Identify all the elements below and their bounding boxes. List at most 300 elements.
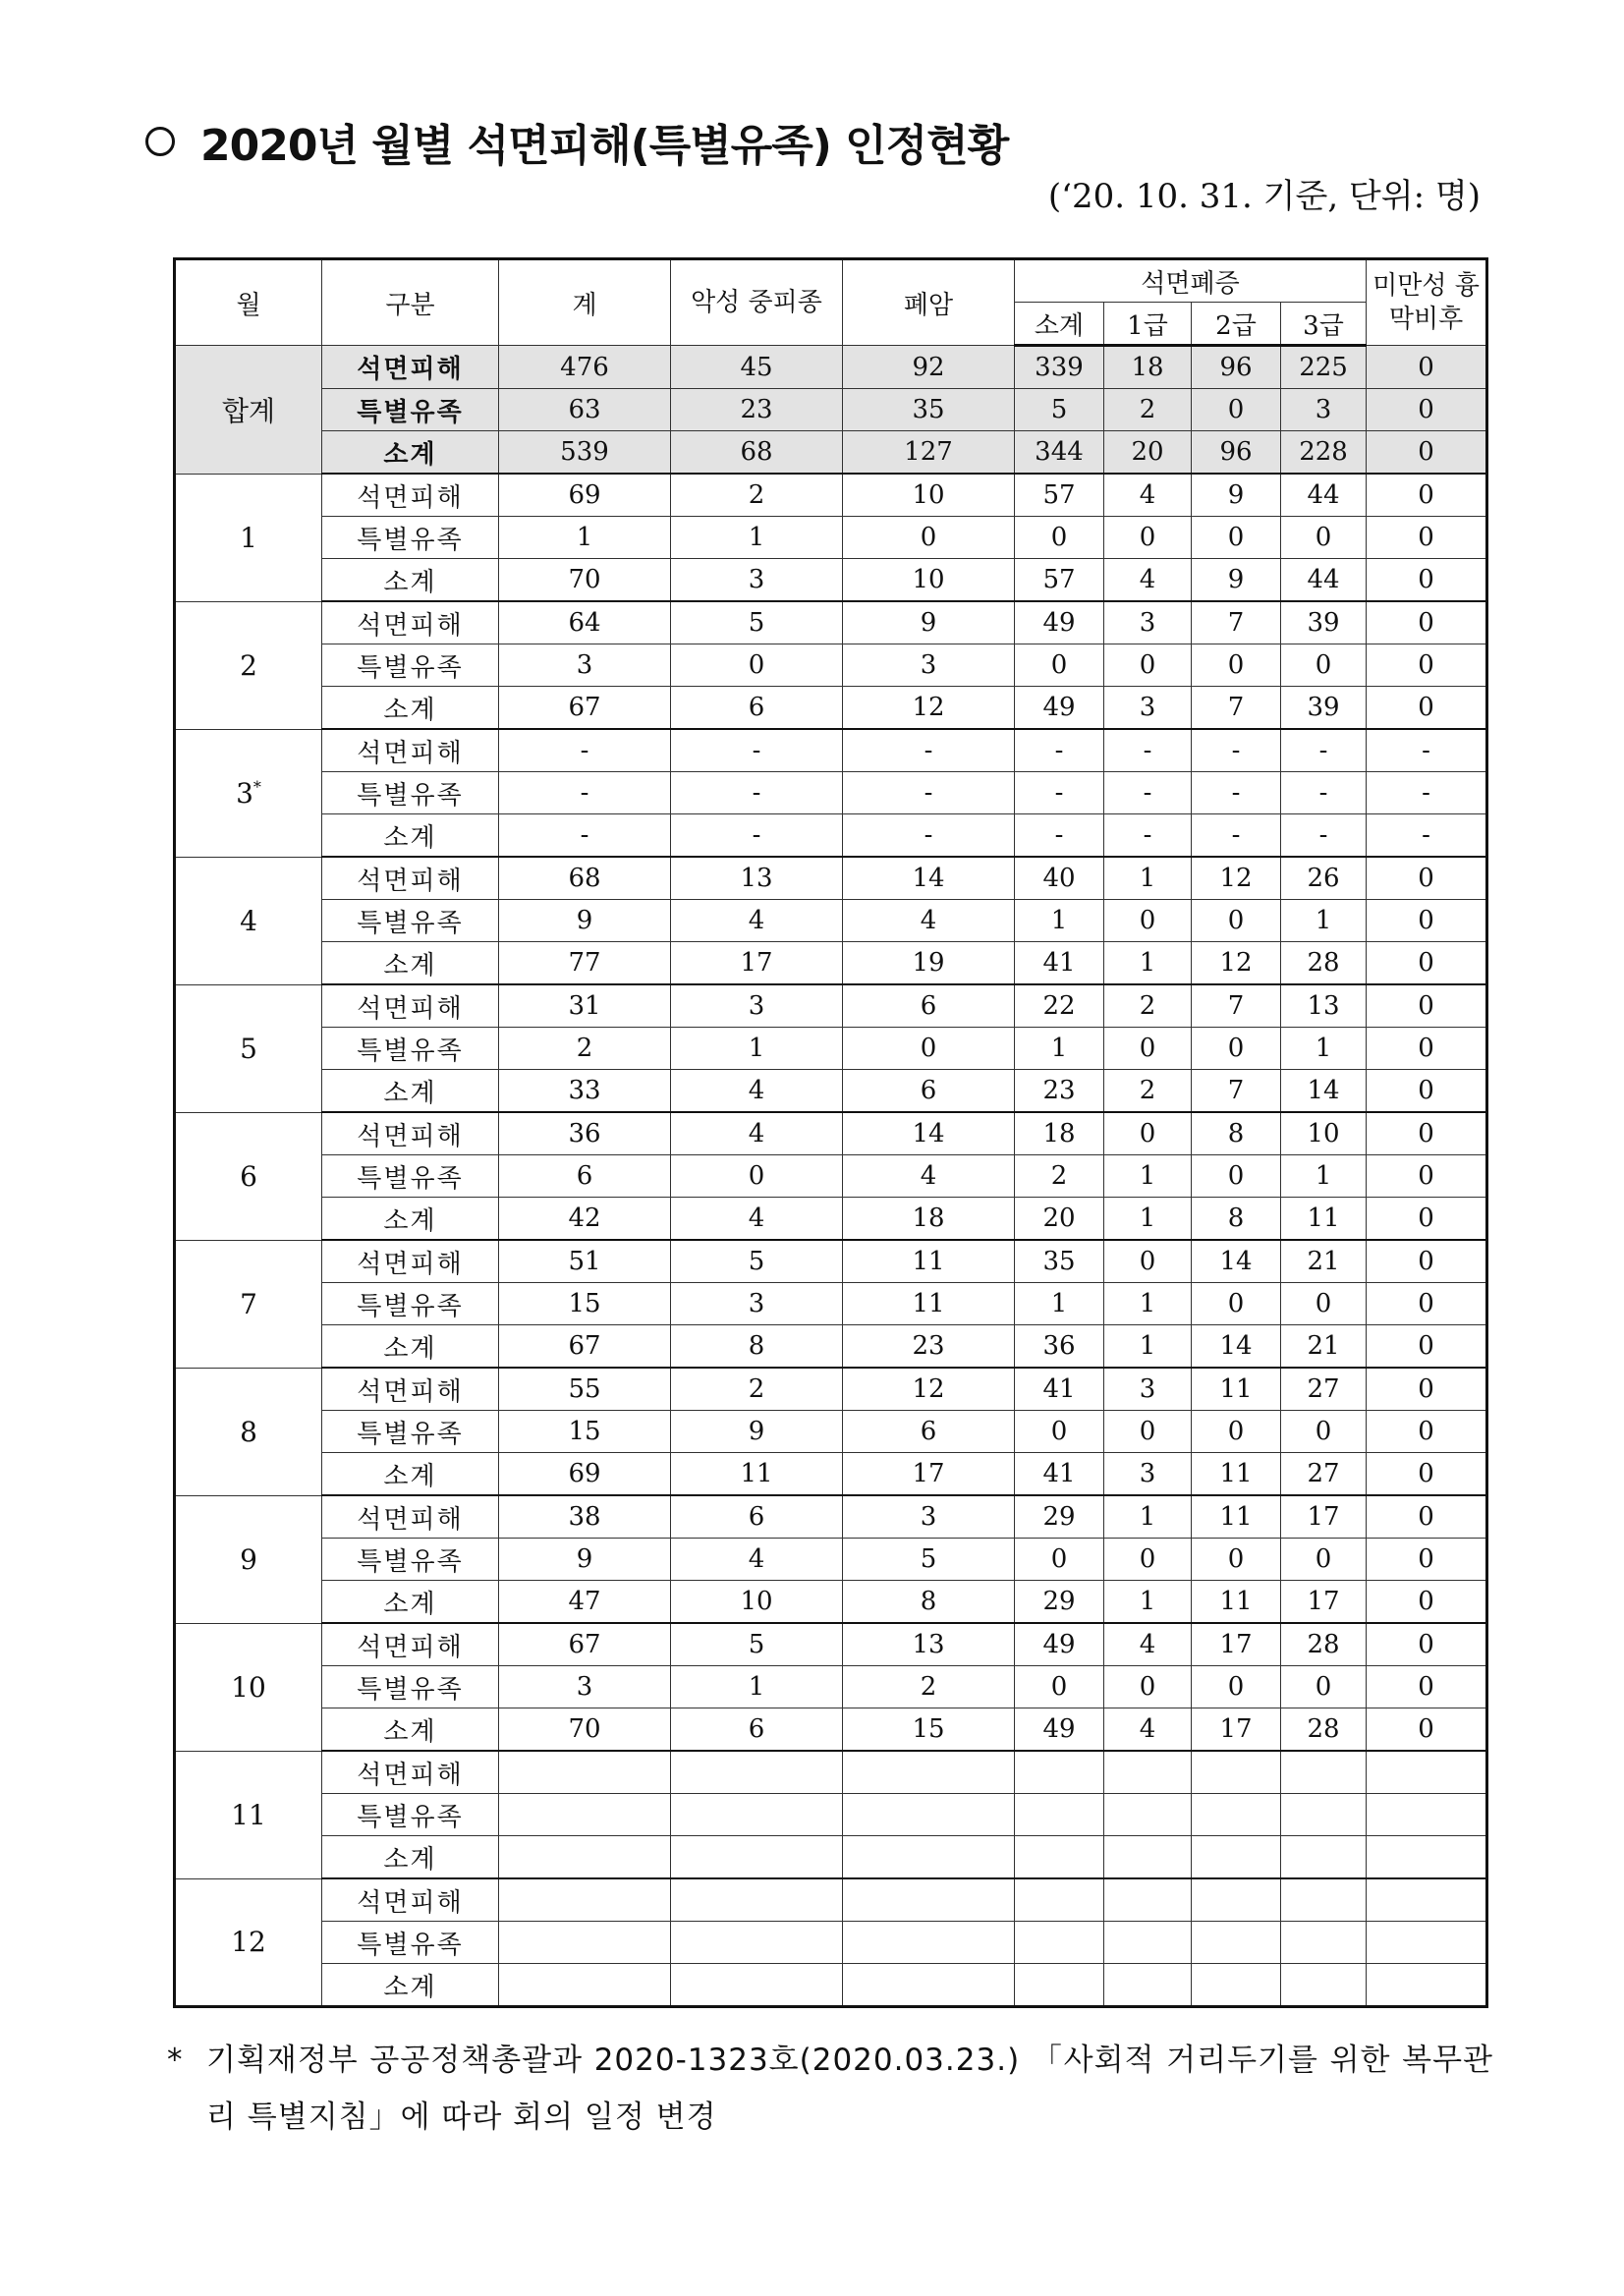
page-title [145,110,1008,173]
value-cell: 10 [843,559,1015,602]
table-row [175,474,1487,517]
value-cell [843,1878,1015,1922]
value-cell: - [1015,814,1104,858]
value-cell: 4 [1104,474,1192,517]
value-cell: 11 [1192,1368,1281,1411]
month-label: 2 [240,648,257,682]
value-cell: 6 [843,1411,1015,1453]
value-cell [1015,1751,1104,1794]
table-row [175,1794,1487,1836]
value-cell: - [1192,814,1281,858]
value-cell: - [1367,814,1487,858]
table-row [175,1028,1487,1070]
table-row [175,644,1487,687]
value-cell: 4 [671,1539,843,1581]
value-cell [1281,1794,1367,1836]
value-cell: 1 [1281,900,1367,942]
value-cell: 3 [1104,687,1192,730]
value-cell [499,1964,671,2007]
value-cell: - [1367,772,1487,814]
value-cell [1104,1794,1192,1836]
value-cell: 6 [499,1155,671,1198]
value-cell: 1 [1015,1283,1104,1325]
header-grade1: 1급 [1104,303,1192,346]
value-cell [1015,1878,1104,1922]
value-cell: 3 [1281,389,1367,431]
value-cell: 4 [843,900,1015,942]
value-cell: 7 [1192,687,1281,730]
value-cell: 0 [1367,900,1487,942]
value-cell: 40 [1015,857,1104,900]
value-cell: 19 [843,942,1015,985]
value-cell: 228 [1281,431,1367,475]
value-cell: 13 [1281,984,1367,1028]
value-cell: - [1104,814,1192,858]
value-cell: 11 [1281,1198,1367,1241]
value-cell: 2 [1104,1070,1192,1113]
value-cell: 127 [843,431,1015,475]
category-cell: 석면피해 [322,1112,499,1155]
category-cell: 석면피해 [322,474,499,517]
value-cell: 17 [1192,1623,1281,1666]
category-cell: 석면피해 [322,1240,499,1283]
value-cell: 1 [671,1666,843,1708]
table-row [175,857,1487,900]
category-cell: 소계 [322,687,499,730]
value-cell: 31 [499,984,671,1028]
table-row [175,1495,1487,1539]
value-cell: 0 [843,517,1015,559]
value-cell [671,1751,843,1794]
value-cell: 0 [1367,687,1487,730]
category-cell: 특별유족 [322,1155,499,1198]
value-cell: 1 [1104,1283,1192,1325]
header-asbestosis-subtotal: 소계 [1015,303,1104,346]
value-cell [1104,1836,1192,1879]
value-cell: 18 [1104,346,1192,389]
value-cell: 2 [499,1028,671,1070]
value-cell [843,1751,1015,1794]
value-cell: 3 [843,1495,1015,1539]
table-row [175,772,1487,814]
header-mesothelioma: 악성 중피종 [671,259,843,346]
value-cell: 2 [671,1368,843,1411]
value-cell [1015,1964,1104,2007]
header-category: 구분 [322,259,499,346]
value-cell: 35 [843,389,1015,431]
value-cell: 4 [671,1112,843,1155]
value-cell: 10 [1281,1112,1367,1155]
table-row [175,1112,1487,1155]
value-cell: 2 [1015,1155,1104,1198]
value-cell: 9 [1192,559,1281,602]
value-cell: 14 [843,1112,1015,1155]
value-cell: - [1192,772,1281,814]
value-cell: 92 [843,346,1015,389]
category-cell: 소계 [322,1581,499,1624]
value-cell: 28 [1281,1708,1367,1752]
value-cell: 344 [1015,431,1104,475]
value-cell [499,1751,671,1794]
value-cell: 9 [843,601,1015,644]
value-cell: - [1015,772,1104,814]
value-cell: 29 [1015,1495,1104,1539]
table-row [175,389,1487,431]
value-cell: 1 [1281,1155,1367,1198]
month-label: 11 [231,1798,266,1831]
value-cell: 4 [843,1155,1015,1198]
value-cell: 55 [499,1368,671,1411]
value-cell: 4 [1104,1623,1192,1666]
value-cell: 0 [1192,644,1281,687]
table-row [175,729,1487,772]
footnote-star: * [167,2043,183,2078]
month-label: 8 [240,1415,257,1448]
value-cell: 12 [1192,857,1281,900]
value-cell [843,1964,1015,2007]
value-cell: 2 [1104,389,1192,431]
value-cell: 47 [499,1581,671,1624]
value-cell: - [1367,729,1487,772]
value-cell: 0 [1281,517,1367,559]
value-cell: 1 [1015,900,1104,942]
header-lung-cancer: 폐암 [843,259,1015,346]
value-cell: 35 [1015,1240,1104,1283]
value-cell: 0 [1367,1495,1487,1539]
value-cell: 67 [499,1325,671,1369]
value-cell: 41 [1015,942,1104,985]
value-cell: 0 [671,1155,843,1198]
table-row [175,346,1487,389]
table-row [175,984,1487,1028]
value-cell: 0 [1367,1198,1487,1241]
value-cell: 3 [1104,1453,1192,1496]
value-cell: 1 [1104,942,1192,985]
table-row [175,431,1487,475]
value-cell: 0 [1281,1283,1367,1325]
value-cell: 0 [1367,1325,1487,1369]
value-cell: 38 [499,1495,671,1539]
table-row [175,601,1487,644]
value-cell: 0 [1281,1666,1367,1708]
value-cell [1281,1964,1367,2007]
value-cell [671,1922,843,1964]
category-cell: 특별유족 [322,389,499,431]
value-cell [1281,1878,1367,1922]
value-cell: - [843,729,1015,772]
value-cell: 0 [1367,389,1487,431]
value-cell [1281,1922,1367,1964]
category-cell: 석면피해 [322,601,499,644]
value-cell: 9 [499,900,671,942]
value-cell: 11 [671,1453,843,1496]
value-cell [499,1836,671,1879]
value-cell [1281,1836,1367,1879]
table-row [175,1878,1487,1922]
value-cell: 0 [1192,1539,1281,1581]
value-cell: 0 [1367,1708,1487,1752]
value-cell: 1 [671,1028,843,1070]
category-cell: 소계 [322,559,499,602]
value-cell: 0 [1281,1411,1367,1453]
table-row [175,1453,1487,1496]
value-cell: 0 [1192,1666,1281,1708]
value-cell: 0 [1104,1028,1192,1070]
value-cell: 7 [1192,1070,1281,1113]
table-row [175,1623,1487,1666]
month-label: 10 [231,1670,266,1704]
value-cell: 70 [499,1708,671,1752]
value-cell: 44 [1281,474,1367,517]
value-cell: 5 [671,601,843,644]
value-cell: - [671,814,843,858]
value-cell: 8 [1192,1112,1281,1155]
value-cell: 0 [1104,1112,1192,1155]
category-cell: 특별유족 [322,644,499,687]
value-cell [499,1878,671,1922]
value-cell: 68 [671,431,843,475]
value-cell: 3 [671,984,843,1028]
value-cell: 57 [1015,559,1104,602]
category-cell: 소계 [322,1964,499,2007]
category-cell: 석면피해 [322,1623,499,1666]
category-cell: 소계 [322,814,499,858]
value-cell: 18 [1015,1112,1104,1155]
value-cell: 15 [843,1708,1015,1752]
value-cell: 10 [843,474,1015,517]
value-cell [499,1794,671,1836]
value-cell: 17 [671,942,843,985]
value-cell: 27 [1281,1368,1367,1411]
value-cell: - [843,772,1015,814]
value-cell [1367,1794,1487,1836]
value-cell: 3 [671,559,843,602]
value-cell: 0 [1367,1155,1487,1198]
category-cell: 특별유족 [322,517,499,559]
value-cell: 6 [843,984,1015,1028]
value-cell: 1 [1104,1155,1192,1198]
value-cell: 68 [499,857,671,900]
table-row [175,1836,1487,1879]
value-cell: 17 [1281,1581,1367,1624]
value-cell: 5 [1015,389,1104,431]
value-cell: 0 [1367,1453,1487,1496]
value-cell: 2 [671,474,843,517]
value-cell: 0 [1192,1155,1281,1198]
value-cell: 8 [843,1581,1015,1624]
value-cell: 0 [1367,1240,1487,1283]
value-cell: 0 [1367,1368,1487,1411]
value-cell: 42 [499,1198,671,1241]
value-cell: 11 [843,1240,1015,1283]
value-cell [1015,1836,1104,1879]
value-cell: 0 [1367,1539,1487,1581]
basis-note: (‘20. 10. 31. 기준, 단위: 명) [1047,177,1481,216]
value-cell: 3 [1104,601,1192,644]
month-label: 4 [240,904,257,937]
value-cell [1015,1794,1104,1836]
value-cell: 49 [1015,1708,1104,1752]
value-cell: 0 [1192,1028,1281,1070]
footnote [167,2032,1493,2146]
value-cell: 0 [1015,1411,1104,1453]
value-cell: 28 [1281,1623,1367,1666]
category-cell: 특별유족 [322,1539,499,1581]
value-cell: 0 [671,644,843,687]
value-cell: 44 [1281,559,1367,602]
table-row [175,814,1487,858]
value-cell [1367,1964,1487,2007]
table-row [175,1539,1487,1581]
value-cell: 14 [1192,1240,1281,1283]
value-cell: 51 [499,1240,671,1283]
category-cell: 소계 [322,431,499,475]
value-cell [1192,1794,1281,1836]
category-cell: 소계 [322,1070,499,1113]
value-cell: 0 [1015,1539,1104,1581]
value-cell: 1 [1015,1028,1104,1070]
value-cell: 26 [1281,857,1367,900]
table-row [175,1581,1487,1624]
table-row [175,1964,1487,2007]
value-cell: 23 [671,389,843,431]
value-cell: 1 [499,517,671,559]
category-cell: 석면피해 [322,984,499,1028]
value-cell: 539 [499,431,671,475]
month-cell [175,1623,322,1751]
month-label: 7 [240,1287,257,1320]
table-body [175,346,1487,2007]
month-footnote-mark: * [252,777,261,797]
category-cell: 소계 [322,1708,499,1752]
header-grade2: 2급 [1192,303,1281,346]
value-cell: 2 [1104,984,1192,1028]
value-cell: - [1192,729,1281,772]
value-cell: 0 [1367,1581,1487,1624]
value-cell: 0 [1367,857,1487,900]
value-cell: 23 [843,1325,1015,1369]
category-cell: 소계 [322,1325,499,1369]
value-cell: 1 [1104,1198,1192,1241]
value-cell: 13 [843,1623,1015,1666]
value-cell: - [499,729,671,772]
value-cell: 0 [1104,1240,1192,1283]
month-label: 6 [240,1159,257,1193]
value-cell: 0 [1192,900,1281,942]
value-cell: 0 [1367,517,1487,559]
value-cell: 14 [1192,1325,1281,1369]
table-row [175,1922,1487,1964]
value-cell: 41 [1015,1453,1104,1496]
table-row [175,687,1487,730]
month-label: 12 [231,1926,266,1959]
table-row [175,1751,1487,1794]
value-cell [1104,1751,1192,1794]
value-cell: 13 [671,857,843,900]
value-cell: 3 [499,644,671,687]
value-cell: 12 [843,687,1015,730]
category-cell: 석면피해 [322,1878,499,1922]
value-cell: 0 [1367,601,1487,644]
value-cell: 9 [499,1539,671,1581]
value-cell: 0 [1367,1623,1487,1666]
page-title-text: 2020년 월별 석면피해(특별유족) 인정현황 [200,121,1009,171]
value-cell: 36 [1015,1325,1104,1369]
table-row [175,1708,1487,1752]
value-cell: 36 [499,1112,671,1155]
category-cell: 석면피해 [322,857,499,900]
value-cell: 45 [671,346,843,389]
value-cell: 225 [1281,346,1367,389]
value-cell: 17 [843,1453,1015,1496]
category-cell: 소계 [322,1836,499,1879]
value-cell: 0 [1367,431,1487,475]
value-cell: 0 [1015,1666,1104,1708]
value-cell [1192,1751,1281,1794]
table-row [175,1325,1487,1369]
value-cell: 4 [1104,1708,1192,1752]
value-cell: 10 [671,1581,843,1624]
header-asbestosis: 석면폐증 [1015,259,1367,303]
value-cell: 14 [1281,1070,1367,1113]
category-cell: 소계 [322,942,499,985]
value-cell: 11 [1192,1453,1281,1496]
value-cell: 0 [1104,1411,1192,1453]
value-cell: 1 [1104,857,1192,900]
value-cell: 0 [1367,1112,1487,1155]
value-cell: 0 [1367,559,1487,602]
value-cell: 0 [1281,1539,1367,1581]
value-cell [671,1836,843,1879]
value-cell: 69 [499,474,671,517]
value-cell [843,1794,1015,1836]
value-cell [1104,1878,1192,1922]
table-row [175,1070,1487,1113]
value-cell: 77 [499,942,671,985]
table-row [175,1283,1487,1325]
table-row [175,517,1487,559]
month-cell [175,346,322,475]
value-cell: 11 [1192,1495,1281,1539]
table-row [175,1368,1487,1411]
value-cell [1367,1922,1487,1964]
value-cell: 1 [1281,1028,1367,1070]
category-cell: 특별유족 [322,772,499,814]
value-cell: 476 [499,346,671,389]
category-cell: 석면피해 [322,729,499,772]
value-cell: - [1104,729,1192,772]
value-cell: - [843,814,1015,858]
value-cell: 0 [1367,1411,1487,1453]
value-cell: 20 [1015,1198,1104,1241]
value-cell: 0 [1192,517,1281,559]
value-cell: 49 [1015,1623,1104,1666]
value-cell: 0 [1367,1283,1487,1325]
value-cell [1104,1964,1192,2007]
recognition-table [173,257,1488,2008]
table-row [175,1155,1487,1198]
value-cell: 4 [671,1070,843,1113]
value-cell: 11 [843,1283,1015,1325]
table-row [175,559,1487,602]
month-cell [175,857,322,984]
category-cell: 특별유족 [322,1411,499,1453]
value-cell: 5 [843,1539,1015,1581]
value-cell [499,1922,671,1964]
value-cell: 57 [1015,474,1104,517]
value-cell: 21 [1281,1240,1367,1283]
value-cell [1192,1964,1281,2007]
